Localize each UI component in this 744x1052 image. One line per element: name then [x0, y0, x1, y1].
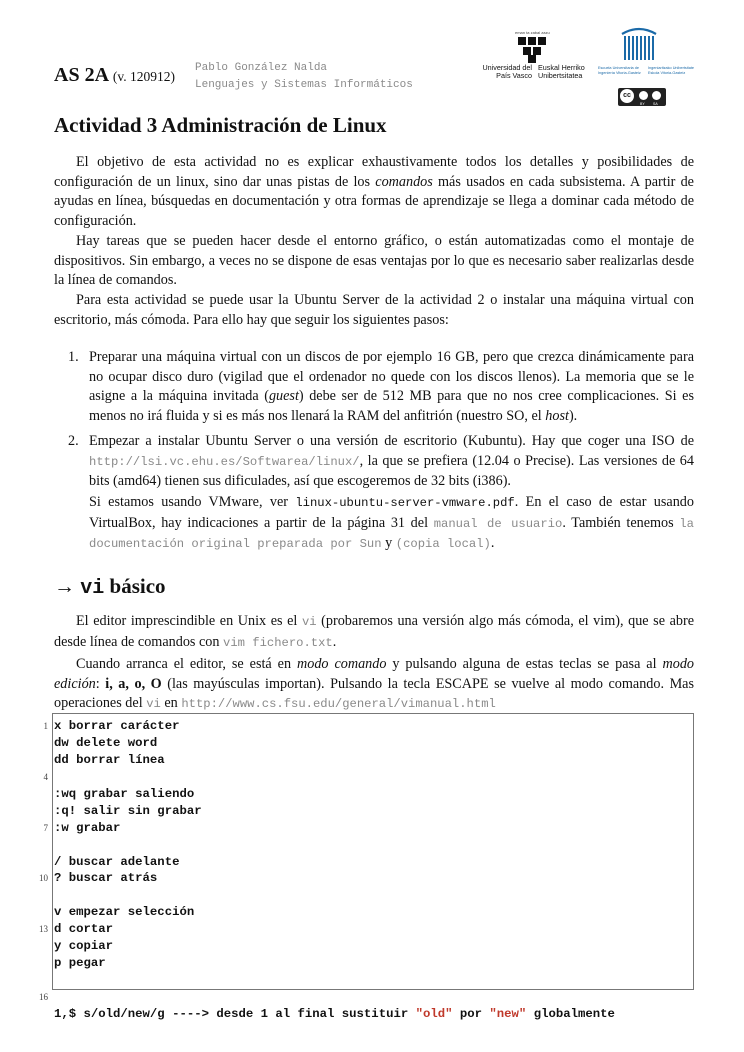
code-line — [53, 752, 693, 769]
item1-host: host — [545, 407, 569, 424]
upv-name-es: Universidad del País Vasco — [482, 63, 532, 80]
p5-text-c: : — [95, 675, 106, 692]
section-code: vi — [80, 577, 105, 600]
code-lines — [39, 718, 693, 972]
cc-sa-label: SA — [653, 102, 658, 106]
code-text: / buscar adelante — [54, 854, 180, 869]
item2-text-e: . También tenemos — [562, 514, 680, 531]
code-text: dd borrar línea — [54, 752, 165, 767]
p5-text-d: (las mayúsculas importan). Pulsando la tecla ESCAPE se vuelve al modo comando. Mas operaciones del — [54, 675, 694, 711]
item2-text-d: . En el caso de estar usando VirtualBox, hay indicaciones a partir de la página 31 del — [89, 494, 694, 531]
sun-docs-link[interactable]: la documentación original preparada por Sun — [89, 516, 694, 551]
author-block — [195, 60, 413, 94]
item1-text-c: ). — [568, 407, 578, 424]
code-string-new: "new" — [489, 1006, 527, 1021]
cc-by-label: BY — [640, 102, 645, 106]
code-line — [43, 718, 693, 735]
course-code-label: AS 2A — [54, 64, 108, 86]
code-line — [53, 735, 693, 752]
vi-modes-paragraph — [54, 655, 694, 715]
upv-logo — [474, 30, 594, 84]
p4-text-b: (probaremos una versión algo más cómoda, el vim), que se abre desde línea de comandos con — [54, 613, 694, 650]
code-text: d cortar — [54, 922, 114, 937]
code-line — [53, 786, 693, 803]
item2-text-f: y — [381, 535, 396, 551]
list-number: 1. — [68, 349, 79, 365]
line-number: 4 — [43, 771, 48, 782]
cc-by-icon — [639, 91, 648, 100]
line-number: 13 — [39, 924, 48, 935]
section-word: básico — [109, 574, 166, 598]
list-number: 2. — [68, 433, 79, 449]
code-text: :q! salir sin grabar — [54, 803, 202, 818]
code-listing — [39, 713, 694, 1021]
vi-command: vi — [301, 615, 317, 629]
cc-icon: cc — [620, 89, 634, 103]
item1-text-b: ) debe ser de 512 MB para que no nos cree complicaciones. Si es menos no irá fluida y si es más nos llenará la RAM del anfitrión (nuestro SO, el — [89, 388, 694, 424]
code-text: 1,$ s/old/new/g ----> desde 1 al final sustituir — [54, 1006, 416, 1021]
p5-text-b: y pulsando alguna de estas teclas se pasa al — [386, 656, 663, 672]
code-line — [53, 803, 693, 820]
list-item-continuation — [89, 493, 694, 555]
code-text: y copiar — [54, 939, 114, 954]
setup-paragraph: Para esta actividad se puede usar la Ubuntu Server de la actividad 2 o instalar una máquina virtual con escritorio, más cómoda. Para ello hay que seguir los siguientes pasos: — [54, 292, 694, 328]
section-title — [54, 574, 166, 600]
list-item — [68, 348, 694, 426]
code-line — [53, 854, 693, 871]
p1-text-b: más usados en cada subsistema. A partir de ayudas en línea, búsquedas en documentación y otra formas de aprendizaje se llega a dominar cada método de configuración. — [54, 173, 694, 229]
edit-keys: i, a, o, O — [105, 675, 162, 692]
code-line — [39, 870, 693, 887]
local-copy-link[interactable]: (copia local) — [395, 537, 491, 551]
code-text: ? buscar atrás — [54, 871, 158, 886]
upv-tree-icon — [514, 35, 550, 63]
code-text: por — [452, 1006, 490, 1021]
line-number: 10 — [39, 873, 48, 884]
code-line — [39, 921, 693, 938]
code-line — [53, 938, 693, 955]
item2-text-a: Empezar a instalar Ubuntu Server o una versión de escritorio (Kubuntu). Hay que coger una ISO de — [89, 433, 694, 449]
code-line — [53, 904, 693, 921]
iso-download-link[interactable]: http://lsi.vc.ehu.es/Softwarea/linux/ — [89, 454, 360, 469]
page-title: Actividad 3 Administración de Linux — [54, 113, 387, 137]
arrow-icon: → — [54, 574, 75, 598]
version-label: (v. 120912) — [112, 69, 176, 84]
edit-mode-term: modo edición — [54, 656, 695, 692]
cc-license-badge — [618, 88, 666, 106]
tasks-paragraph: Hay tareas que se pueden hacer desde el entorno gráfico, o están automatizadas como el montaje de dispositivos. Sin embargo, a veces no se dispone de esas ventajas por lo que es necesario saber realizarlas desde la línea de comandos. — [54, 233, 694, 288]
line-number: 16 — [39, 991, 48, 1002]
eui-logo — [598, 26, 698, 108]
vmware-pdf-filename: linux-ubuntu-server-vmware.pdf — [295, 496, 515, 510]
command-mode-term: modo comando — [296, 656, 387, 672]
line-number: 7 — [43, 822, 48, 833]
code-text: dw delete word — [54, 735, 158, 750]
code-text: p pegar — [54, 956, 106, 971]
p4-text-c: . — [332, 633, 337, 650]
eui-name-es: Escuela Universitaria de Ingeniería Vitoria-Gasteiz — [598, 66, 641, 75]
code-text: x borrar carácter — [54, 719, 180, 733]
code-text: :w grabar — [54, 820, 121, 835]
vi-command: vi — [146, 697, 161, 711]
line-number: 1 — [43, 721, 48, 731]
code-string-old: "old" — [415, 1006, 453, 1021]
item2-text-g: . — [490, 535, 495, 551]
item2-text-b: , la que se prefiera (12.04 o Precise). Las versiones de 64 bits (amd64) tienen sus dificulades, así que escogeremos de 32 bits (i386). — [89, 452, 694, 489]
list-item — [68, 432, 694, 492]
code-line — [39, 972, 693, 1021]
vi-intro-paragraph — [54, 612, 694, 653]
code-line — [53, 887, 693, 904]
vim-command: vim fichero.txt — [223, 635, 333, 650]
upv-name-eu: Euskal Herriko Unibertsitatea — [538, 63, 585, 80]
code-line — [43, 820, 693, 837]
item1-text-a: Preparar una máquina virtual con un discos de por ejemplo 16 GB, pero que crezca dinámicamente para no ocupar disco duro (vigilad que el ordenador no quede con los discos llenos). La memoria que se le asigne a la máquina invitada ( — [89, 349, 694, 404]
author-name: Pablo González Nalda — [195, 62, 328, 74]
item1-guest: guest — [268, 388, 299, 404]
course-code — [54, 64, 175, 87]
p5-text-e: en — [160, 695, 182, 711]
code-line — [53, 837, 693, 854]
department-name: Lenguajes y Sistemas Informáticos — [195, 79, 413, 91]
p4-text-a: El editor imprescindible en Unix es el — [76, 613, 302, 629]
code-line — [43, 769, 693, 786]
item2-text-c: Si estamos usando VMware, ver — [89, 494, 296, 510]
p1-text-a: El objetivo de esta actividad no es explicar exhaustivamente todos los detalles y posibilidades de configuración de un linux, sino dar unas pistas de los — [54, 154, 694, 190]
cc-sa-icon — [652, 91, 661, 100]
p1-emphasis: comandos — [375, 173, 433, 190]
code-line — [53, 955, 693, 972]
code-text: :wq grabar saliendo — [54, 786, 195, 801]
code-text: globalmente — [526, 1006, 615, 1021]
code-text: v empezar selección — [54, 905, 195, 920]
eui-columns-icon — [620, 26, 658, 62]
eui-name-eu: Ingeniaritzako Unibertsitate Eskola Vitoria-Gasteiz — [648, 66, 695, 75]
intro-paragraph — [54, 153, 694, 231]
user-manual-link[interactable]: manual de usuario — [433, 516, 563, 531]
upv-motto: eman ta zabal zazu — [515, 30, 550, 35]
vi-manual-link[interactable]: http://www.cs.fsu.edu/general/vimanual.html — [181, 697, 496, 711]
p5-text-a: Cuando arranca el editor, se está en — [76, 656, 297, 672]
